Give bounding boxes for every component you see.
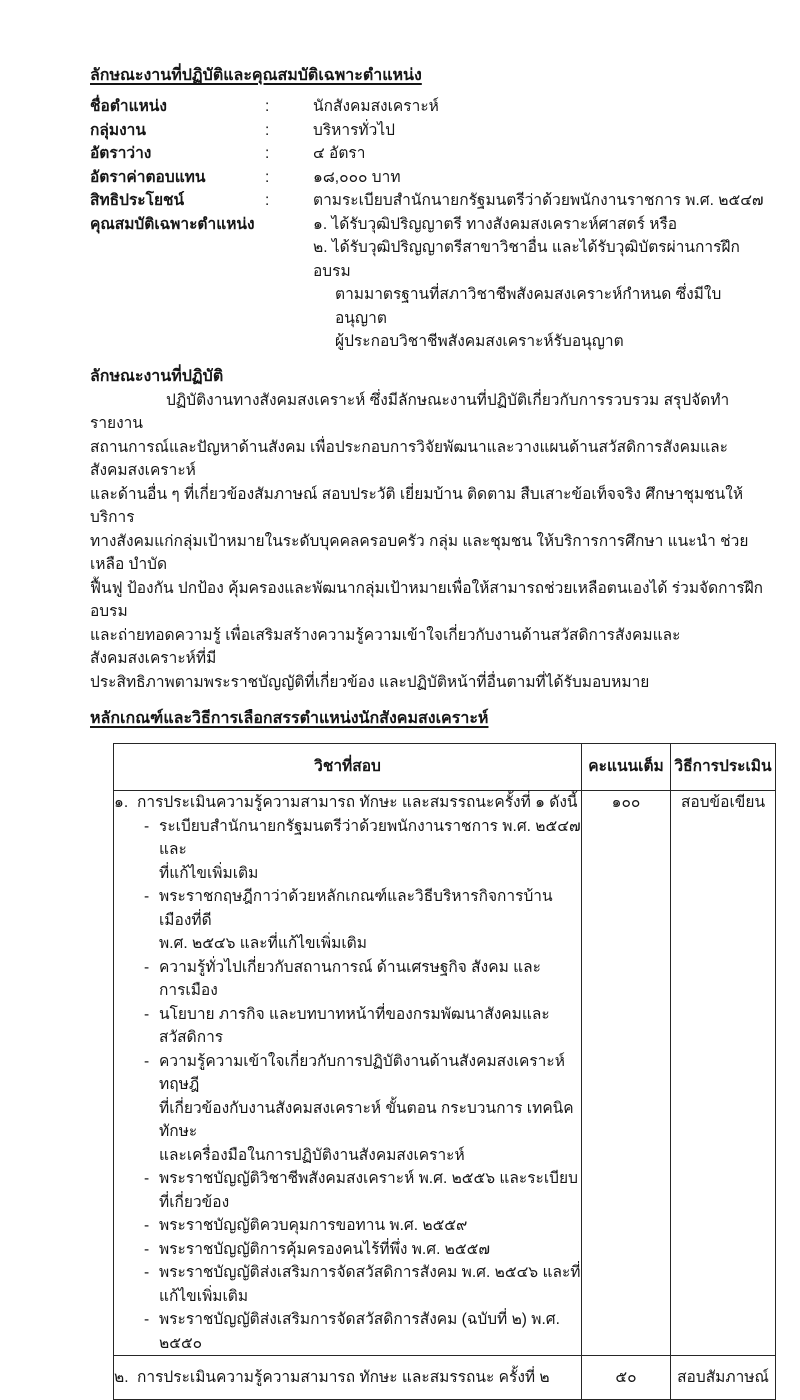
job-description: [90, 389, 768, 695]
qualification-line: ๒. ได้รับวุฒิปริญญาตรีสาขาวิชาอื่น และได้รับวุฒิบัตรผ่านการฝึกอบรม: [313, 239, 740, 280]
bullet-dash: -: [144, 1005, 150, 1023]
bullet-item: [144, 1003, 581, 1050]
field-colon: :: [265, 145, 270, 162]
field-colon: :: [265, 192, 270, 209]
job-description-line: ประสิทธิภาพตามพระราชบัญญัติที่เกี่ยวข้อง และปฏิบัติหน้าที่อื่นตามที่ได้รับมอบหมาย: [90, 673, 650, 691]
bullet-line: พระราชบัญญัติวิชาชีพสังคมสงเคราะห์ พ.ศ. ๒๕๕๖ และระเบียบที่เกี่ยวข้อง: [159, 1170, 578, 1211]
job-description-line: และถ่ายทอดความรู้ เพื่อเสริมสร้างความรู้ความเข้าใจเกี่ยวกับงานด้านสวัสดิการสังคมและสังคมสงเคราะห์ที่มี: [90, 626, 681, 667]
bullet-line: พ.ศ. ๒๕๔๖ และที่แก้ไขเพิ่มเติม: [159, 935, 367, 952]
bullet-text: [159, 1238, 581, 1262]
bullet-list: [144, 815, 581, 1356]
bullet-line: พระราชบัญญัติส่งเสริมการจัดสวัสดิการสังคม (ฉบับที่ ๒) พ.ศ. ๒๕๕๐: [159, 1311, 560, 1352]
selection-table: [113, 743, 776, 1400]
bullet-item: [144, 885, 581, 956]
bullet-item: [144, 956, 581, 1003]
header-score: คะแนนเต็ม: [582, 744, 671, 791]
field-label: สิทธิประโยชน์: [90, 192, 185, 209]
section3-title: หลักเกณฑ์และวิธีการเลือกสรรตำแหน่งนักสังคมสงเคราะห์: [90, 710, 489, 727]
section1-title: ลักษณะงานที่ปฏิบัติและคุณสมบัติเฉพาะตำแหน่ง: [90, 67, 422, 84]
qualification-label: คุณสมบัติเฉพาะตำแหน่ง: [90, 215, 255, 233]
job-description-line: ทางสังคมแก่กลุ่มเป้าหมายในระดับบุคคลครอบครัว กลุ่ม และชุมชน ให้บริการการศึกษา แนะนำ ช่วยเหลือ บำบัด: [90, 532, 749, 573]
bullet-dash: -: [144, 817, 150, 835]
field-row: [90, 142, 768, 166]
row-title-text: การประเมินความรู้ความสามารถ ทักษะ และสมรรถนะครั้งที่ ๑ ดังนี้: [137, 794, 578, 811]
field-value: นักสังคมสงเคราะห์: [313, 98, 439, 115]
field-row: [90, 119, 768, 143]
field-label: อัตราค่าตอบแทน: [90, 168, 206, 186]
document-content: [90, 64, 772, 1400]
qualification-line: ผู้ประกอบวิชาชีพสังคมสงเคราะห์รับอนุญาต: [335, 333, 624, 350]
field-value: ตามระเบียบสำนักนายกรัฐมนตรีว่าด้วยพนักงานราชการ พ.ศ. ๒๕๔๗: [313, 192, 764, 209]
bullet-dash: -: [144, 1170, 150, 1187]
row-title-text: การประเมินความรู้ความสามารถ ทักษะ และสมรรถนะ ครั้งที่ ๒: [137, 1368, 550, 1386]
bullet-line: พระราชบัญญัติส่งเสริมการจัดสวัสดิการสังคม พ.ศ. ๒๕๔๖ และที่แก้ไขเพิ่มเติม: [159, 1264, 581, 1305]
field-colon: :: [265, 98, 270, 115]
bullet-line: ความรู้ความเข้าใจเกี่ยวกับการปฏิบัติงานด้านสังคมสงเคราะห์ ทฤษฎี: [159, 1052, 565, 1093]
row-number: ๑.: [114, 794, 129, 811]
bullet-text: [159, 1050, 581, 1168]
bullet-line: พระราชบัญญัติควบคุมการขอทาน พ.ศ. ๒๕๕๙: [159, 1217, 468, 1234]
cell-score: ๕๐: [582, 1356, 671, 1400]
bullet-item: [144, 1167, 581, 1214]
header-subject: วิชาที่สอบ: [114, 744, 582, 791]
bullet-text: [159, 885, 581, 956]
bullet-item: [144, 1238, 581, 1262]
cell-subject: [114, 791, 582, 1356]
bullet-dash: -: [144, 958, 150, 976]
bullet-text: [159, 815, 581, 886]
bullet-dash: -: [144, 1264, 150, 1281]
table-header-row: [114, 744, 776, 791]
table-row-2: [114, 1356, 776, 1400]
field-label: ชื่อตำแหน่ง: [90, 98, 167, 115]
qualification-lines: [313, 213, 768, 354]
field-label: กลุ่มงาน: [90, 121, 146, 139]
header-method: วิธีการประเมิน: [671, 744, 776, 791]
bullet-item: [144, 815, 581, 886]
bullet-line: และเครื่องมือในการปฏิบัติงานสังคมสงเคราะห์: [159, 1146, 465, 1164]
bullet-text: [159, 1261, 581, 1308]
bullet-text: [159, 956, 581, 1003]
bullet-line: นโยบาย ภารกิจ และบทบาทหน้าที่ของกรมพัฒนาสังคมและสวัสดิการ: [159, 1005, 550, 1046]
bullet-item: [144, 1261, 581, 1308]
bullet-item: [144, 1050, 581, 1168]
cell-score: ๑๐๐: [582, 791, 671, 1356]
cell-method: สอบข้อเขียน: [671, 791, 776, 1356]
bullet-text: [159, 1167, 581, 1214]
row-number: ๒.: [114, 1368, 129, 1386]
job-description-line: และด้านอื่น ๆ ที่เกี่ยวข้องสัมภาษณ์ สอบประวัติ เยี่ยมบ้าน ติดตาม สืบเสาะข้อเท็จจริง ศึกษาชุมชนให้บริการ: [90, 485, 744, 526]
job-description-line: ปฏิบัติงานทางสังคมสงเคราะห์ ซึ่งมีลักษณะงานที่ปฏิบัติเกี่ยวกับการรวบรวม สรุปจัดทำรายงาน: [90, 391, 730, 432]
field-value: บริหารทั่วไป: [313, 121, 395, 139]
cell-subject: [114, 1356, 582, 1400]
qualification-line: ตามมาตรฐานที่สภาวิชาชีพสังคมสงเคราะห์กำหนด ซึ่งมีใบอนุญาต: [335, 286, 722, 327]
row-title: [114, 1366, 581, 1390]
bullet-line: ที่เกี่ยวข้องกับงานสังคมสงเคราะห์ ขั้นตอน กระบวนการ เทคนิค ทักษะ: [159, 1099, 574, 1140]
bullet-dash: -: [144, 1217, 150, 1234]
qualification-row: [90, 213, 768, 354]
field-row: [90, 189, 768, 213]
row-title: [114, 791, 581, 815]
bullet-line: ความรู้ทั่วไปเกี่ยวกับสถานการณ์ ด้านเศรษฐกิจ สังคม และการเมือง: [159, 958, 541, 999]
bullet-line: ที่แก้ไขเพิ่มเติม: [159, 864, 259, 882]
bullet-dash: -: [144, 1311, 150, 1328]
field-row: [90, 95, 768, 119]
cell-method: สอบสัมภาษณ์: [671, 1356, 776, 1400]
field-colon: :: [265, 121, 270, 139]
section2-title: ลักษณะงานที่ปฏิบัติ: [90, 367, 224, 385]
bullet-dash: -: [144, 888, 150, 905]
bullet-line: ระเบียบสำนักนายกรัฐมนตรีว่าด้วยพนักงานราชการ พ.ศ. ๒๕๔๗ และ: [159, 817, 581, 858]
bullet-text: [159, 1003, 581, 1050]
field-row: [90, 166, 768, 190]
field-value: ๑๘,๐๐๐ บาท: [313, 168, 401, 186]
bullet-text: [159, 1214, 581, 1238]
fields-block: [90, 95, 768, 354]
bullet-item: [144, 1214, 581, 1238]
bullet-dash: -: [144, 1052, 150, 1070]
field-value: ๔ อัตรา: [313, 145, 366, 162]
bullet-dash: -: [144, 1240, 150, 1258]
bullet-line: พระราชบัญญัติการคุ้มครองคนไร้ที่พึ่ง พ.ศ. ๒๕๕๗: [159, 1240, 491, 1258]
table-row-1: [114, 791, 776, 1356]
field-label: อัตราว่าง: [90, 145, 152, 162]
job-description-line: สถานการณ์และปัญหาด้านสังคม เพื่อประกอบการวิจัยพัฒนาและวางแผนด้านสวัสดิการสังคมและสังคมสงเคราะห์: [90, 438, 729, 479]
bullet-item: [144, 1308, 581, 1355]
bullet-text: [159, 1308, 581, 1355]
qualification-line: ๑. ได้รับวุฒิปริญญาตรี ทางสังคมสงเคราะห์ศาสตร์ หรือ: [313, 215, 678, 233]
job-description-line: ฟื้นฟู ป้องกัน ปกป้อง คุ้มครองและพัฒนากลุ่มเป้าหมายเพื่อให้สามารถช่วยเหลือตนเองได้ ร่วมจัดการฝึกอบรม: [90, 579, 764, 620]
bullet-line: พระราชกฤษฎีกาว่าด้วยหลักเกณฑ์และวิธีบริหารกิจการบ้านเมืองที่ดี: [159, 888, 553, 929]
field-colon: :: [265, 168, 270, 186]
